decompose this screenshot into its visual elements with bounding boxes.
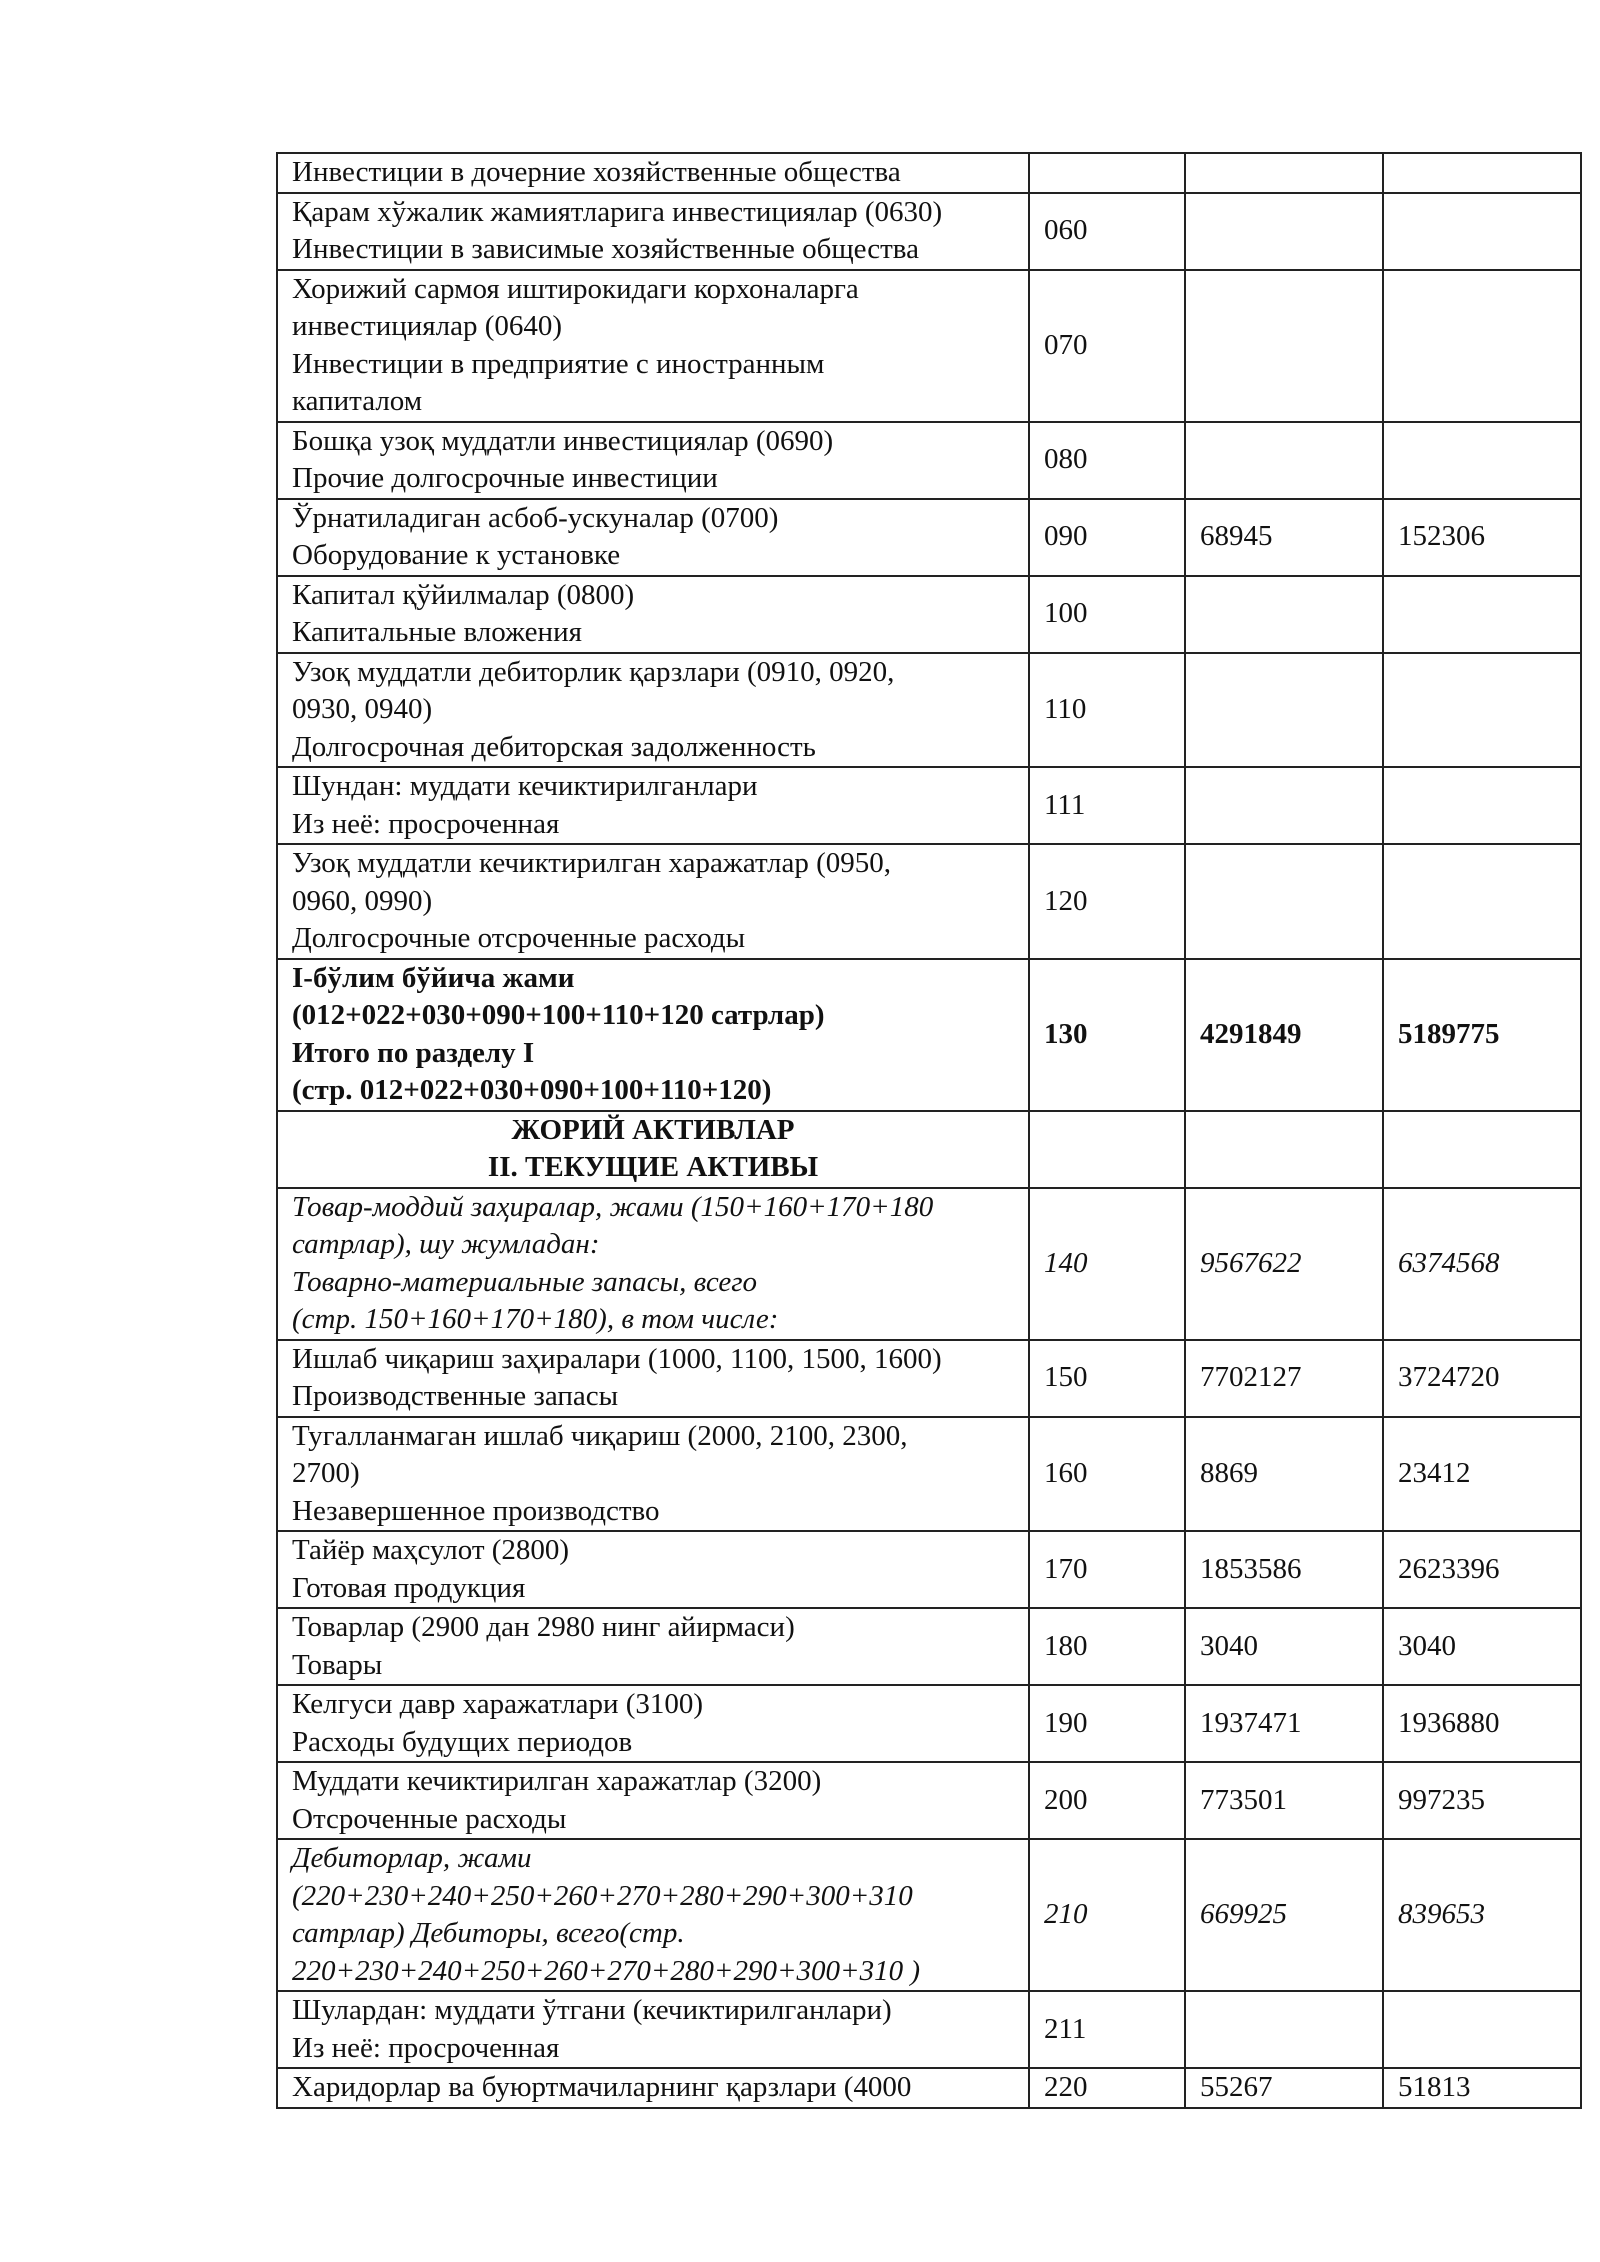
- row-label-line: Отсроченные расходы: [292, 1802, 567, 1835]
- row-code-cell: 150: [1029, 1340, 1185, 1417]
- table-row: [277, 499, 1581, 576]
- row-value-end-cell: 6374568: [1383, 1188, 1581, 1340]
- row-label-cell: [277, 767, 1029, 844]
- row-value-start-cell: 3040: [1185, 1608, 1383, 1685]
- row-value-start-cell: 1853586: [1185, 1531, 1383, 1608]
- row-label-cell: [277, 1111, 1029, 1188]
- row-label-line: Узоқ муддатли кечиктирилган харажатлар (0950,: [292, 847, 891, 879]
- table-row: [277, 422, 1581, 499]
- row-label-line: Из неё: просроченная: [292, 807, 560, 840]
- row-label-line: Производственные запасы: [292, 1380, 619, 1412]
- row-code-cell: 080: [1029, 422, 1185, 499]
- row-value-start-cell: [1185, 844, 1383, 959]
- row-value-end-cell: [1383, 1991, 1581, 2068]
- table-row: [277, 767, 1581, 844]
- row-value-start-cell: [1185, 767, 1383, 844]
- row-code-cell: [1029, 1111, 1185, 1188]
- row-label-line: Капитал қўйилмалар (0800): [292, 578, 635, 611]
- row-label-line: (012+022+030+090+100+110+120 сатрлар): [292, 999, 825, 1031]
- row-label-line: (стр. 150+160+170+180), в том числе:: [292, 1303, 779, 1335]
- row-value-end-cell: 3724720: [1383, 1340, 1581, 1417]
- row-value-start-cell: [1185, 576, 1383, 653]
- row-label-line: Долгосрочная дебиторская задолженность: [292, 730, 816, 763]
- row-label-line: Из неё: просроченная: [292, 2031, 560, 2064]
- row-label-line: Харидорлар ва буюртмачиларнинг қарзлари (4000: [292, 2071, 912, 2103]
- row-code-cell: 220: [1029, 2068, 1185, 2108]
- table-row: [277, 1991, 1581, 2068]
- row-label-line: 2700): [292, 1457, 360, 1489]
- row-label-cell: [277, 1608, 1029, 1685]
- row-label-line: ЖОРИЙ АКТИВЛАР: [511, 1113, 795, 1146]
- row-label-cell: [277, 1417, 1029, 1532]
- row-label-line: Муддати кечиктирилган харажатлар (3200): [292, 1765, 822, 1797]
- row-code-cell: [1029, 153, 1185, 193]
- row-label-cell: [277, 844, 1029, 959]
- row-label-cell: [277, 422, 1029, 499]
- row-value-end-cell: 1936880: [1383, 1685, 1581, 1762]
- row-label-line: Товар-моддий заҳиралар, жами (150+160+170+180: [292, 1190, 934, 1223]
- row-label-cell: [277, 1762, 1029, 1839]
- row-value-end-cell: [1383, 576, 1581, 653]
- table-row: [277, 959, 1581, 1111]
- row-label-cell: [277, 653, 1029, 768]
- balance-sheet-table: [276, 152, 1582, 2109]
- table-row: [277, 1417, 1581, 1532]
- row-value-start-cell: 773501: [1185, 1762, 1383, 1839]
- row-label-line: Прочие долгосрочные инвестиции: [292, 462, 718, 494]
- row-label-line: 0930, 0940): [292, 693, 433, 725]
- row-code-cell: 210: [1029, 1839, 1185, 1991]
- row-code-cell: 160: [1029, 1417, 1185, 1532]
- row-value-end-cell: 51813: [1383, 2068, 1581, 2108]
- row-value-end-cell: 152306: [1383, 499, 1581, 576]
- row-value-end-cell: [1383, 153, 1581, 193]
- table-row: [277, 653, 1581, 768]
- row-label-cell: [277, 1685, 1029, 1762]
- row-label-cell: [277, 2068, 1029, 2108]
- row-label-line: Бошқа узоқ муддатли инвестициялар (0690): [292, 424, 834, 457]
- row-label-line: сатрлар) Дебиторы, всего(стр.: [292, 1917, 685, 1949]
- table-row: [277, 193, 1581, 270]
- row-value-end-cell: 5189775: [1383, 959, 1581, 1111]
- row-code-cell: 100: [1029, 576, 1185, 653]
- row-label-line: 0960, 0990): [292, 884, 433, 917]
- row-label-line: Шулардан: муддати ўтгани (кечиктирилганлари): [292, 1994, 892, 2026]
- row-label-cell: [277, 270, 1029, 422]
- row-label-line: Қарам хўжалик жамиятларига инвестициялар (0630): [292, 195, 943, 228]
- row-value-end-cell: 23412: [1383, 1417, 1581, 1532]
- table-row: [277, 1685, 1581, 1762]
- row-value-start-cell: 669925: [1185, 1839, 1383, 1991]
- row-label-line: 220+230+240+250+260+270+280+290+300+310 ): [292, 1954, 921, 1987]
- row-value-start-cell: [1185, 1111, 1383, 1188]
- row-label-line: Итого по разделу I: [292, 1036, 535, 1069]
- row-code-cell: 111: [1029, 767, 1185, 844]
- row-label-line: Узоқ муддатли дебиторлик қарзлари (0910, 0920,: [292, 655, 895, 688]
- row-label-line: Инвестиции в предприятие с иностранным: [292, 347, 825, 380]
- row-label-cell: [277, 1188, 1029, 1340]
- table-row: [277, 1531, 1581, 1608]
- row-code-cell: 211: [1029, 1991, 1185, 2068]
- row-label-line: капиталом: [292, 385, 423, 417]
- row-value-start-cell: 68945: [1185, 499, 1383, 576]
- row-value-end-cell: [1383, 193, 1581, 270]
- table-row: [277, 2068, 1581, 2108]
- row-label-line: Долгосрочные отсроченные расходы: [292, 922, 746, 954]
- row-value-start-cell: 1937471: [1185, 1685, 1383, 1762]
- row-label-line: Шундан: муддати кечиктирилганлари: [292, 770, 758, 802]
- row-label-cell: [277, 959, 1029, 1111]
- row-label-line: Келгуси давр харажатлари (3100): [292, 1688, 704, 1720]
- row-label-line: II. ТЕКУЩИЕ АКТИВЫ: [487, 1151, 819, 1183]
- row-value-end-cell: [1383, 844, 1581, 959]
- row-label-line: (стр. 012+022+030+090+100+110+120): [292, 1074, 772, 1106]
- row-value-end-cell: [1383, 270, 1581, 422]
- row-label-cell: [277, 1340, 1029, 1417]
- row-code-cell: 170: [1029, 1531, 1185, 1608]
- row-label-line: Тугалланмаган ишлаб чиқариш (2000, 2100, 2300,: [292, 1419, 908, 1452]
- row-label-line: Оборудование к установке: [292, 539, 621, 571]
- row-code-cell: 200: [1029, 1762, 1185, 1839]
- balance-sheet-page: [276, 152, 1580, 2109]
- row-value-start-cell: [1185, 193, 1383, 270]
- table-row: [277, 1111, 1581, 1188]
- table-row: [277, 1762, 1581, 1839]
- table-row: [277, 153, 1581, 193]
- row-value-end-cell: 3040: [1383, 1608, 1581, 1685]
- row-label-line: Товарно-материальные запасы, всего: [292, 1265, 758, 1298]
- row-label-line: I-бўлим бўйича жами: [292, 961, 575, 994]
- row-code-cell: 130: [1029, 959, 1185, 1111]
- row-label-cell: [277, 193, 1029, 270]
- row-code-cell: 070: [1029, 270, 1185, 422]
- row-value-end-cell: [1383, 767, 1581, 844]
- table-row: [277, 1340, 1581, 1417]
- table-body: [277, 153, 1581, 2108]
- row-label-line: Инвестиции в дочерние хозяйственные общества: [292, 156, 901, 188]
- row-value-end-cell: 839653: [1383, 1839, 1581, 1991]
- row-label-line: Инвестиции в зависимые хозяйственные общества: [292, 233, 919, 265]
- row-value-end-cell: 2623396: [1383, 1531, 1581, 1608]
- row-code-cell: 180: [1029, 1608, 1185, 1685]
- row-code-cell: 140: [1029, 1188, 1185, 1340]
- row-label-cell: [277, 1991, 1029, 2068]
- row-value-start-cell: [1185, 422, 1383, 499]
- row-label-line: сатрлар), шу жумладан:: [292, 1228, 600, 1260]
- row-value-end-cell: [1383, 1111, 1581, 1188]
- table-row: [277, 1608, 1581, 1685]
- row-label-line: Готовая продукция: [292, 1571, 526, 1604]
- row-label-line: инвестициялар (0640): [292, 310, 563, 342]
- row-label-line: Капитальные вложения: [292, 616, 582, 648]
- row-value-start-cell: [1185, 653, 1383, 768]
- row-code-cell: 060: [1029, 193, 1185, 270]
- row-label-cell: [277, 1531, 1029, 1608]
- row-value-start-cell: 9567622: [1185, 1188, 1383, 1340]
- table-row: [277, 1839, 1581, 1991]
- row-value-start-cell: 7702127: [1185, 1340, 1383, 1417]
- row-label-line: Расходы будущих периодов: [292, 1725, 633, 1758]
- row-value-start-cell: [1185, 270, 1383, 422]
- row-label-line: Товарлар (2900 дан 2980 нинг айирмаси): [292, 1611, 795, 1643]
- row-value-end-cell: 997235: [1383, 1762, 1581, 1839]
- row-label-line: Товары: [292, 1648, 383, 1681]
- row-value-end-cell: [1383, 653, 1581, 768]
- row-code-cell: 090: [1029, 499, 1185, 576]
- row-label-cell: [277, 576, 1029, 653]
- row-label-line: (220+230+240+250+260+270+280+290+300+310: [292, 1879, 913, 1912]
- row-value-start-cell: [1185, 1991, 1383, 2068]
- row-label-cell: [277, 153, 1029, 193]
- row-code-cell: 120: [1029, 844, 1185, 959]
- row-label-line: Тайёр маҳсулот (2800): [292, 1534, 570, 1566]
- row-label-line: Незавершенное производство: [292, 1494, 660, 1527]
- row-label-line: Ишлаб чиқариш заҳиралари (1000, 1100, 1500, 1600): [292, 1342, 942, 1375]
- row-code-cell: 110: [1029, 653, 1185, 768]
- row-code-cell: 190: [1029, 1685, 1185, 1762]
- row-value-start-cell: [1185, 153, 1383, 193]
- row-value-start-cell: 55267: [1185, 2068, 1383, 2108]
- table-row: [277, 1188, 1581, 1340]
- row-value-start-cell: 8869: [1185, 1417, 1383, 1532]
- row-label-cell: [277, 499, 1029, 576]
- table-row: [277, 844, 1581, 959]
- table-row: [277, 576, 1581, 653]
- row-label-cell: [277, 1839, 1029, 1991]
- row-label-line: Ўрнатиладиган асбоб-ускуналар (0700): [292, 501, 779, 534]
- row-value-end-cell: [1383, 422, 1581, 499]
- table-row: [277, 270, 1581, 422]
- row-label-line: Хорижий сармоя иштирокидаги корхоналарга: [292, 272, 859, 305]
- row-label-line: Дебиторлар, жами: [292, 1842, 532, 1874]
- row-value-start-cell: 4291849: [1185, 959, 1383, 1111]
